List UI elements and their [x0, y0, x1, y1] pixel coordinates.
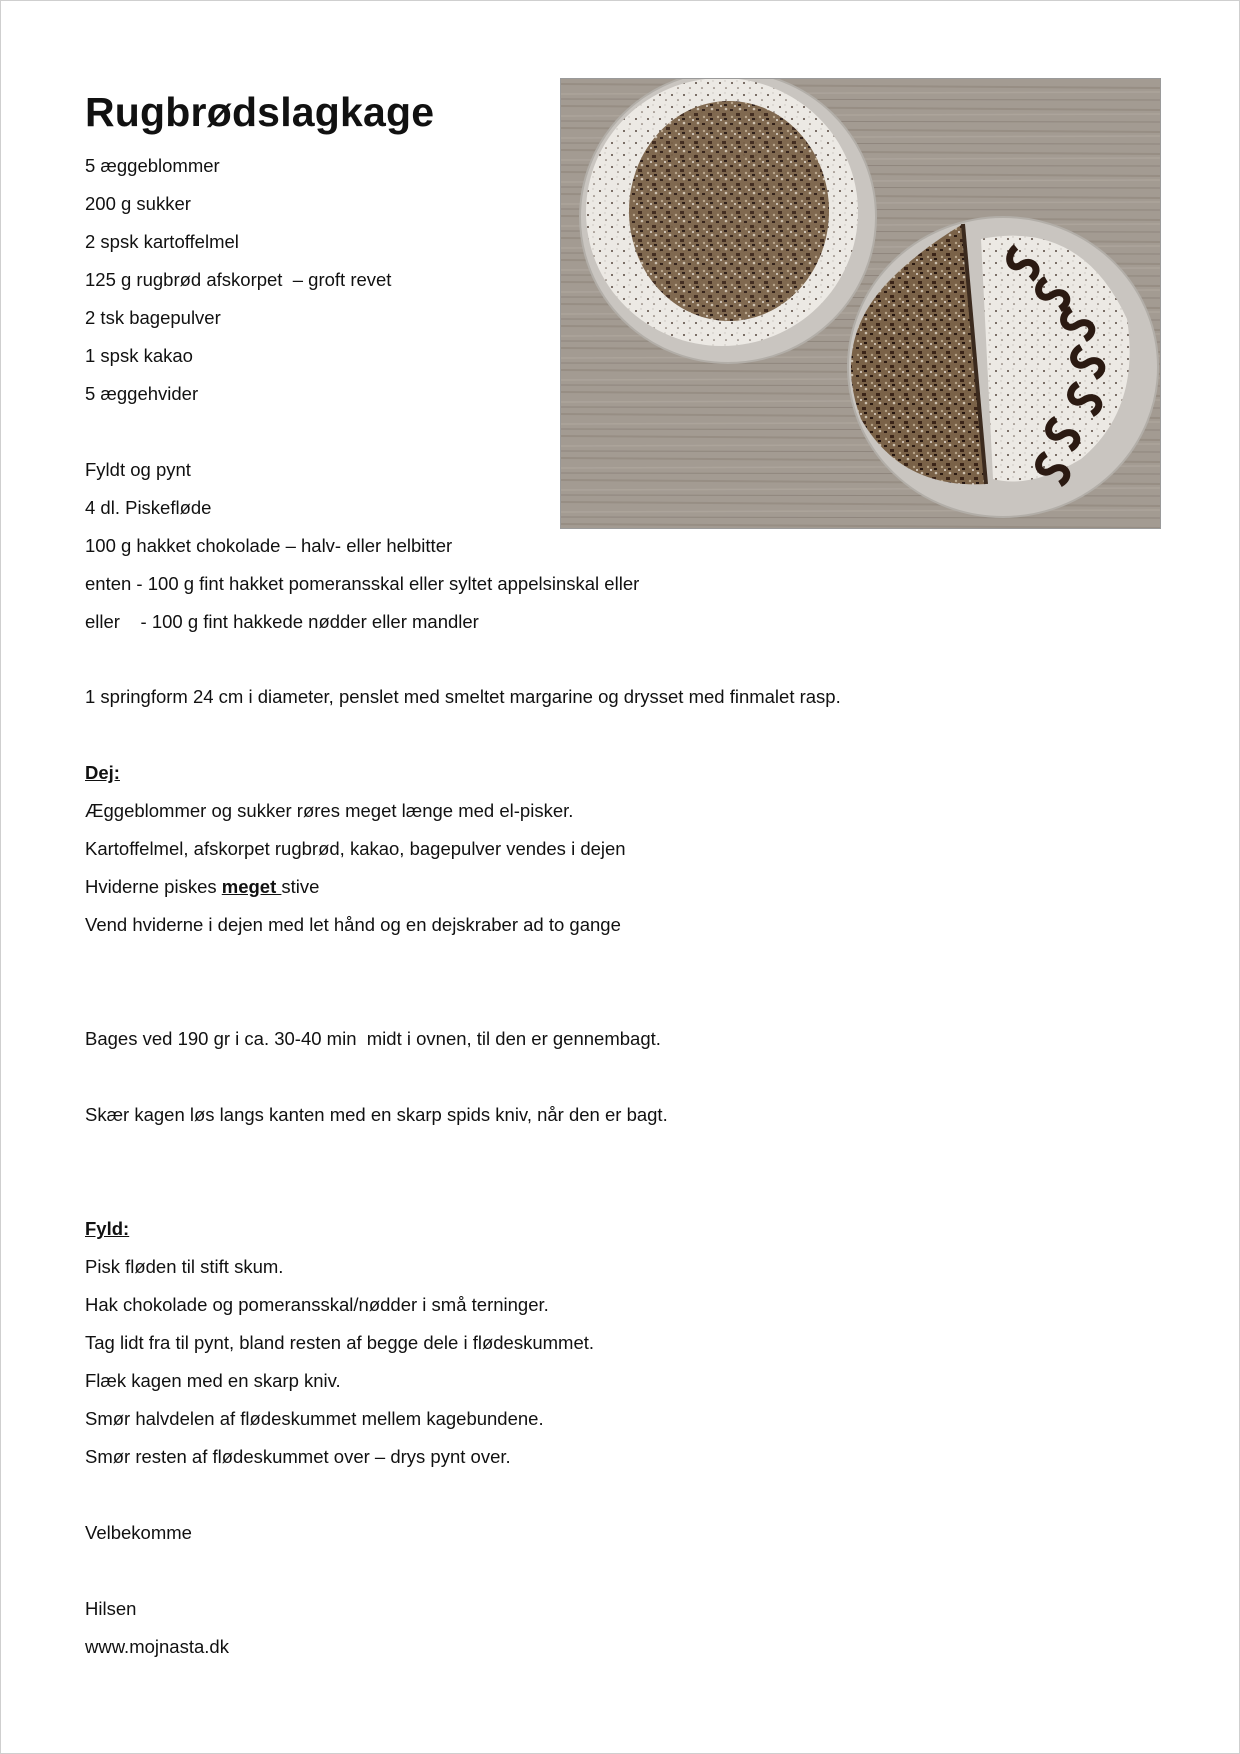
dough-step-whites	[85, 875, 319, 899]
ingredient-line: 200 g sukker	[85, 193, 191, 214]
ingredient-line: 2 tsk bagepulver	[85, 307, 221, 328]
dough-step: Æggeblommer og sukker røres meget længe med el-pisker.	[85, 800, 574, 821]
fill-step: Smør halvdelen af flødeskummet mellem kagebundene.	[85, 1408, 544, 1429]
bake-note: Bages ved 190 gr i ca. 30-40 min midt i ovnen, til den er gennembagt.	[85, 1028, 661, 1049]
cut-note: Skær kagen løs langs kanten med en skarp spids kniv, når den er bagt.	[85, 1104, 668, 1125]
ingredient-line: 125 g rugbrød afskorpet – groft revet	[85, 269, 392, 290]
ingredient-line: 2 spsk kartoffelmel	[85, 231, 239, 252]
fill-heading: Fyld:	[85, 1218, 130, 1239]
filling-heading: Fyldt og pynt	[85, 459, 191, 480]
whites-text-end: stive	[281, 876, 320, 897]
filling-ingredient-line: 4 dl. Piskefløde	[85, 497, 212, 518]
fill-step: Pisk fløden til stift skum.	[85, 1256, 284, 1277]
dough-heading: Dej:	[85, 762, 120, 783]
emphasis-text: meget	[221, 876, 282, 897]
recipe-title: Rugbrødslagkage	[85, 89, 435, 135]
dough-step: Vend hviderne i dejen med let hånd og en dejskraber ad to gange	[85, 914, 621, 935]
ingredient-line: 5 æggehvider	[85, 383, 199, 404]
ingredient-line: 5 æggeblommer	[85, 155, 220, 176]
greeting-text: Hilsen	[85, 1598, 137, 1619]
closing-text: Velbekomme	[85, 1522, 192, 1543]
fill-step: Smør resten af flødeskummet over – drys pynt over.	[85, 1446, 511, 1467]
form-note: 1 springform 24 cm i diameter, penslet med smeltet margarine og drysset med finmalet rasp.	[85, 686, 841, 707]
fill-step: Hak chokolade og pomeransskal/nødder i små terninger.	[85, 1294, 549, 1315]
fill-step: Tag lidt fra til pynt, bland resten af begge dele i flødeskummet.	[85, 1332, 595, 1353]
whites-text: Hviderne piskes	[85, 876, 222, 897]
filling-ingredient-line: enten - 100 g fint hakket pomeransskal eller syltet appelsinskal eller	[85, 573, 640, 594]
ingredient-line: 1 spsk kakao	[85, 345, 193, 366]
filling-ingredient-line: 100 g hakket chokolade – halv- eller helbitter	[85, 535, 453, 556]
cake-photo	[560, 78, 1161, 529]
fill-step: Flæk kagen med en skarp kniv.	[85, 1370, 341, 1391]
website-text: www.mojnasta.dk	[85, 1636, 229, 1657]
dough-step: Kartoffelmel, afskorpet rugbrød, kakao, bagepulver vendes i dejen	[85, 838, 626, 859]
filling-ingredient-line: eller - 100 g fint hakkede nødder eller mandler	[85, 611, 479, 632]
cake-illustration	[561, 79, 1160, 528]
